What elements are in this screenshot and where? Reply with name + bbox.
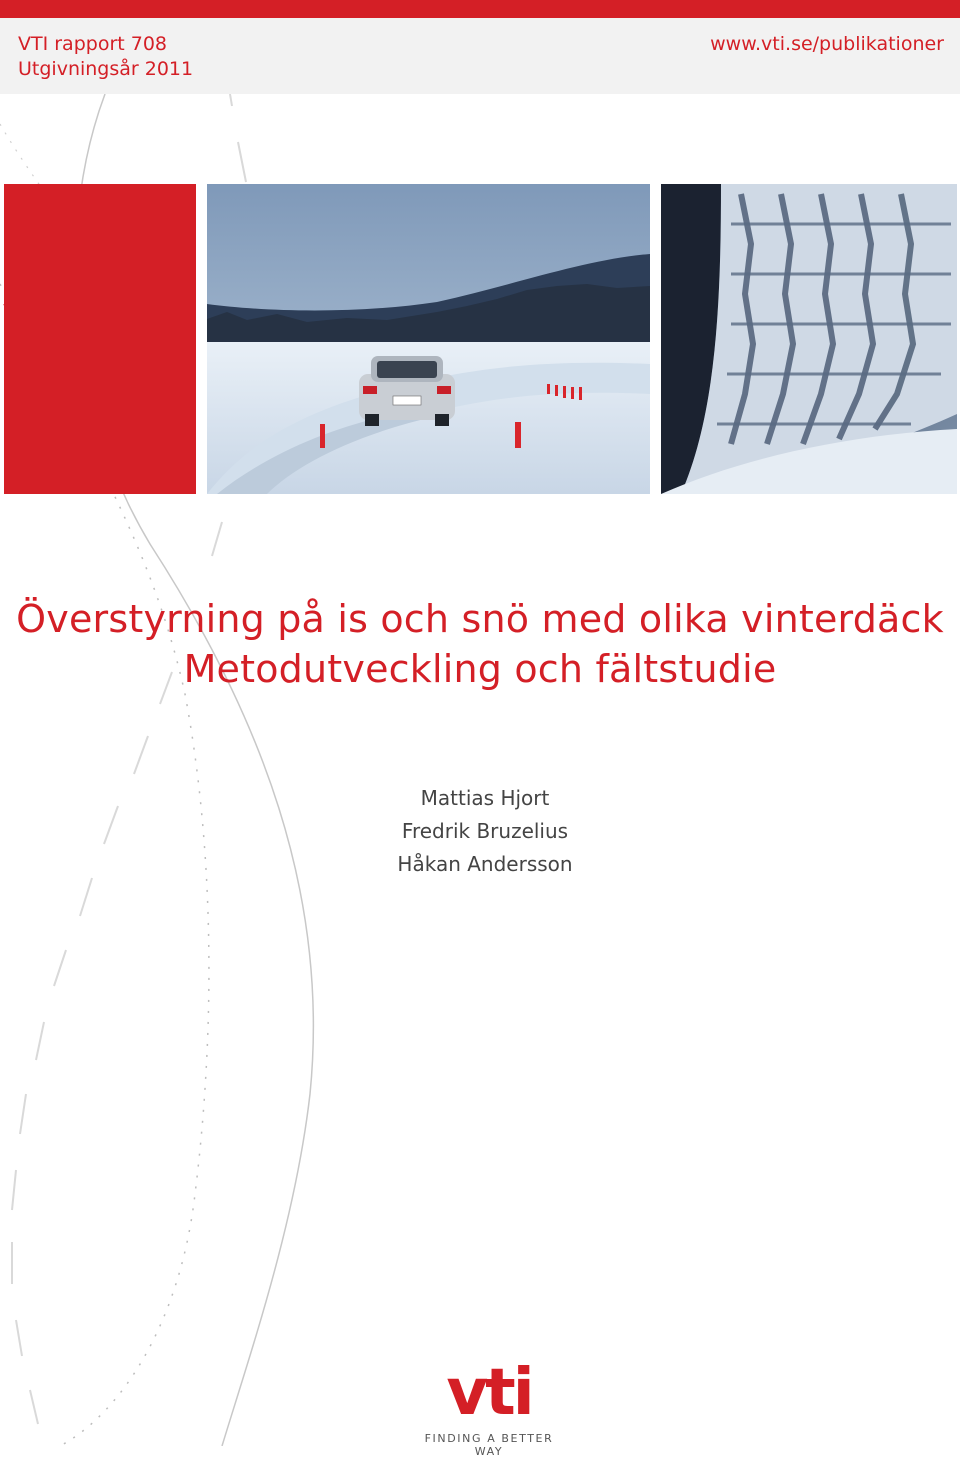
author-name: Mattias Hjort (420, 786, 550, 810)
publications-url[interactable]: www.vti.se/publikationer (710, 33, 944, 55)
title-main: Överstyrning på is och snö med olika vinterdäck (16, 597, 944, 641)
author-name: Håkan Andersson (397, 852, 573, 876)
red-accent-block (4, 184, 196, 494)
report-info (18, 32, 193, 82)
report-title (0, 594, 960, 694)
author-name: Fredrik Bruzelius (401, 819, 569, 843)
publication-year: Utgivningsår 2011 (18, 58, 194, 80)
title-subtitle: Metodutveckling och fältstudie (183, 647, 777, 691)
winter-tire-photo (661, 184, 957, 494)
logo-tagline: FINDING A BETTER WAY (424, 1432, 554, 1458)
winter-test-track-photo (207, 184, 650, 494)
report-number: VTI rapport 708 (18, 33, 168, 55)
vti-logo (412, 1356, 566, 1458)
top-red-bar (0, 0, 960, 18)
logo-wordmark: vti (446, 1356, 532, 1430)
author-list (0, 782, 960, 881)
